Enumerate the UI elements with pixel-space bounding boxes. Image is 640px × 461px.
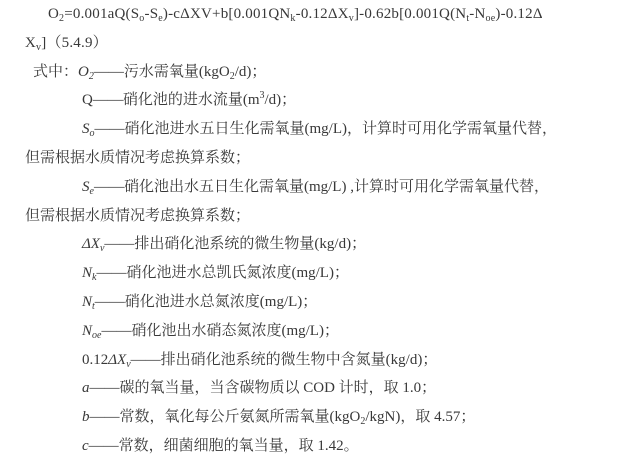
definition-c-seg: ——常数，细菌细胞的氧当量，取 1.42。	[88, 437, 359, 454]
formula-line-2-seg: ]	[41, 34, 47, 51]
definition-So-seg: ——硝化池进水五日生化需氧量(mg/L)，计算时可用化学需氧量代替，	[94, 121, 557, 138]
definition-dXv-seg: ΔX	[82, 236, 100, 253]
definition-O2-seg: O	[78, 63, 89, 80]
definition-dXv-seg: ——排出硝化池系统的微生物量(kg/d)；	[104, 236, 367, 253]
formula-line-1-seg: e	[158, 13, 163, 24]
definition-b-seg: b	[82, 409, 90, 426]
definition-dXv	[0, 230, 640, 259]
definition-a-seg: a	[82, 380, 90, 397]
formula-line-1-seg: k	[290, 13, 296, 24]
definition-So-continuation-seg: 但需根据水质情况考虑换算系数；	[25, 149, 251, 166]
formula-line-1-seg: O	[48, 6, 60, 22]
formula-line-1-seg: )-0.12Δ	[495, 6, 543, 22]
definition-Nk-seg: ——硝化池进水总凯氏氮浓度(mg/L)；	[96, 265, 349, 282]
definition-Nt-seg: ——硝化池进水总氮浓度(mg/L)；	[94, 293, 318, 310]
definition-012dXv-seg: ΔX	[108, 351, 127, 368]
definition-Nt-seg: t	[92, 300, 95, 312]
definition-O2-seg: 2	[88, 70, 94, 82]
formula-line-2	[0, 29, 640, 58]
formula-line-1-seg: oe	[485, 13, 496, 24]
definition-b-seg: 2	[360, 416, 366, 428]
formula-line-1-seg: v	[348, 13, 354, 24]
definition-Nk	[0, 259, 640, 288]
definition-012dXv	[0, 346, 640, 375]
formula-line-1-seg: -N	[469, 6, 486, 22]
definition-Noe-seg: ——硝化池出水硝态氮浓度(mg/L)；	[101, 322, 339, 339]
definition-Se-seg: S	[82, 178, 90, 195]
formula-line-1-seg: ]-0.62b[0.001Q(N	[353, 6, 467, 22]
definition-Nk-seg: k	[92, 272, 97, 284]
definition-b-seg: /kgN)，取 4.57；	[365, 409, 476, 426]
definition-b	[0, 403, 640, 432]
definition-Q	[0, 86, 640, 115]
definition-Noe-seg: oe	[92, 329, 102, 341]
definition-So-seg: S	[82, 121, 90, 138]
definition-O2-seg: /d)；	[234, 63, 267, 80]
equation-number: （5.4.9）	[46, 34, 108, 51]
definition-Q-seg: /d)；	[264, 92, 297, 109]
definition-Q-seg: 3	[259, 90, 265, 102]
definition-c	[0, 432, 640, 461]
definition-So-seg: o	[89, 128, 95, 140]
definition-Nt	[0, 288, 640, 317]
definition-012dXv-seg: 0.12	[82, 351, 109, 368]
definition-dXv-seg: v	[99, 243, 105, 255]
where-label: 式中：	[33, 63, 79, 80]
formula-line-1-seg: -S	[144, 6, 159, 22]
definition-Nt-seg: N	[82, 293, 93, 310]
definition-Se	[0, 173, 640, 202]
definition-b-seg: ——常数，氧化每公斤氨氮所需氧量(kgO	[89, 409, 361, 426]
definition-O2-seg: 2	[229, 70, 235, 82]
formula-line-1-seg: o	[139, 13, 145, 24]
definition-a-seg: ——碳的氧当量，当含碳物质以 COD 计时，取 1.0；	[89, 380, 437, 397]
formula-line-1-seg: =0.001aQ(S	[64, 6, 140, 22]
definition-Se-seg: e	[89, 185, 94, 197]
definition-Se-continuation	[0, 202, 640, 231]
definition-Noe	[0, 317, 640, 346]
definition-a	[0, 374, 640, 403]
definition-Nk-seg: N	[82, 265, 93, 282]
formula-line-2-seg: X	[25, 34, 37, 51]
formula-line-1-seg: 2	[59, 13, 65, 24]
definition-Noe-seg: N	[82, 322, 93, 339]
formula-line-1-seg: -0.12ΔX	[295, 6, 349, 22]
formula-line-1-seg: )-cΔXV+b[0.001QN	[162, 6, 291, 22]
definition-O2	[0, 58, 640, 87]
definition-So-continuation	[0, 144, 640, 173]
definition-So	[0, 115, 640, 144]
definition-012dXv-seg: v	[126, 358, 131, 370]
formula-line-1-seg: t	[466, 13, 470, 24]
definition-012dXv-seg: ——排出硝化池系统的微生物中含氮量(kg/d)；	[130, 351, 438, 368]
definition-Se-seg: ——硝化池出水五日生化需氧量(mg/L) ,计算时可用化学需氧量代替，	[93, 178, 549, 195]
definition-O2-seg: ——污水需氧量(kgO	[93, 63, 230, 80]
definition-Q-seg: Q——硝化池的进水流量(m	[82, 92, 260, 109]
formula-line-1	[0, 0, 640, 29]
definition-c-seg: c	[82, 437, 89, 454]
definition-Se-continuation-seg: 但需根据水质情况考虑换算系数；	[25, 207, 251, 224]
formula-line-2-seg: v	[36, 41, 42, 53]
